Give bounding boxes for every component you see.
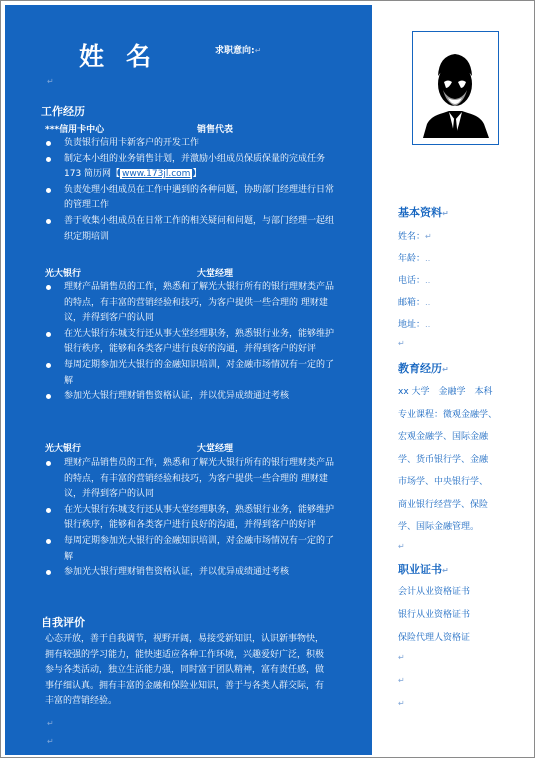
list-item: 在光大银行东城支行还从事大堂经理职务，熟悉银行业务，能够维护银行秩序，能够和各类客户进行良好的沟通，并得到客户的好评 (45, 327, 337, 358)
website-link[interactable]: www.173jl.com (122, 169, 191, 180)
role-1: 销售代表 (197, 125, 234, 135)
work-title: 工作经历 (41, 105, 85, 118)
education-line: 商业银行经营学、保险 (398, 499, 489, 510)
education-lines (398, 381, 530, 539)
education-title: 教育经历↵ (398, 362, 449, 375)
portrait-photo (412, 31, 499, 145)
list-item: 善于收集小组成员在日常工作的相关疑问和问题，与部门经理一起组织定期培训 (45, 214, 337, 245)
certs-title: 职业证书↵ (398, 563, 449, 576)
address-label: 地址：‥ (398, 320, 431, 330)
list-item: 参加光大银行理财销售资格认证，并以优异成绩通过考核 (45, 389, 337, 405)
name-label: 姓名：↵ (398, 232, 432, 242)
list-item: 负责银行信用卡新客户的开发工作 (45, 136, 337, 152)
list-item: 在光大银行东城支行还从事大堂经理职务，熟悉银行业务，能够维护银行秩序，能够和各类客户进行良好的沟通，并得到客户的好评 (45, 503, 337, 534)
candidate-name: 姓名 (79, 42, 174, 71)
list-item: 参加光大银行理财销售资格认证，并以优异成绩通过考核 (45, 565, 337, 581)
list-item: 每周定期参加光大银行的金融知识培训，对金融市场情况有一定的了解 (45, 358, 337, 389)
company-3: 光大银行 大堂经理 (45, 441, 81, 454)
job-2-list (45, 280, 337, 405)
education-line: 学、货币银行学、金融 (398, 454, 489, 465)
job-3-list (45, 456, 337, 581)
job-intention-label: 求职意向:↵ (215, 46, 262, 56)
cert-item: 保险代理人资格证 (398, 633, 471, 643)
role-3: 大堂经理 (197, 444, 234, 454)
resume-page: 姓名 求职意向:↵ ↵ 工作经历 ***信用卡中心 销售代表 负责银行信用卡新客户的开发工作 制定本小组的业务销售计划，并激励小组成员保质保量的完成任务 173 简历网【 www.173jl.com 】 负责处理小组成员在工作中遇到的各种问题，协助部门经理进行日常的管理工作 善于收集小组成员在日常工作的相关疑问和问题，与部门经理一起组织定期培训 光大银行 大堂经理 理财产品销售员的工作，熟悉和了解光大银行所有的银行理财类产品的特点，有丰富的营销经验和技巧，为客户提供一些合理的 理财建议，并得到客户的认同 在光大银行东城支行还从事大堂经理职务，熟悉银行业务，能够维护银行秩序，能够和各类客户进行良好的沟通，并得到客户的好评 每周定期参加光大银行的金融知识培训，对金融市场情况有一定的了解 参加光大银行理财销售资格认证，并以优异成绩通过考核 光大银行 大堂经理 理财产品销售员的工作，熟悉和了解光大银行所有的银行理财类产品的特点，有丰富的营销经验和技巧，为客户提供一些合理的 理财建议，并得到客户的认同 在光大银行东城支行还从事大堂经理职务，熟悉银行业务，能够维护银行秩序，能够和各类客户进行良好的沟通，并得到客户的好评 每周定期参加光大银行的金融知识培训，对金融市场情况有一定的了解 参加光大银行理财销售资格认证，并以优异成绩通过考核 自我评价 心态开放，善于自我调节，视野开阔，易接受新知识，认识新事物快，拥有较强的学习能力，能快速适应各种工作环境，兴趣爱好广泛，积极参与各类活动，独立生活能力强，同时富于团队精神，富有责任感，做事仔细认真。拥有丰富的金融和保险业知识，善于与各类人群交际，有丰富的营销经验。 ↵ ↵ 基本资料↵ 姓名：↵ 年龄：‥ 电话：‥ 邮箱：‥ 地址：‥ ↵ 教育经历↵ xx 大学 金融学 本科 专业课程：微观金融学、 宏观金融学、国际金融 学、货币银行学、金融 市场学、中央银行学、 商业银行经营学、保险 学、国际金融管理。 ↵ 职业证书↵ 会计从业资格证书 银行从业资格证书 保险代理人资格证 ↵ ↵ ↵ (0, 0, 535, 758)
education-line: 专业课程：微观金融学、 (398, 409, 498, 420)
job-1-list (45, 136, 337, 245)
education-line: 宏观金融学、国际金融 (398, 432, 489, 442)
age-label: 年龄：‥ (398, 254, 431, 264)
role-2: 大堂经理 (197, 269, 234, 279)
list-item: 每周定期参加光大银行的金融知识培训，对金融市场情况有一定的了解 (45, 534, 337, 565)
cert-item: 会计从业资格证书 (398, 587, 471, 597)
email-label: 邮箱：‥ (398, 298, 431, 308)
evaluation-title: 自我评价 (41, 616, 85, 629)
list-item: 负责处理小组成员在工作中遇到的各种问题，协助部门经理进行日常的管理工作 (45, 183, 337, 214)
list-item: 理财产品销售员的工作，熟悉和了解光大银行所有的银行理财类产品的特点，有丰富的营销经验和技巧，为客户提供一些合理的 理财建议，并得到客户的认同 (45, 456, 337, 503)
education-line: 市场学、中央银行学、 (398, 477, 489, 487)
education-line: xx 大学 金融学 本科 (398, 387, 493, 397)
company-1: ***信用卡中心 销售代表 (45, 122, 104, 135)
list-item: 理财产品销售员的工作，熟悉和了解光大银行所有的银行理财类产品的特点，有丰富的营销经验和技巧，为客户提供一些合理的 理财建议，并得到客户的认同 (45, 280, 337, 327)
company-2: 光大银行 大堂经理 (45, 266, 81, 279)
portrait-icon (413, 32, 498, 144)
education-line: 学、国际金融管理。 (398, 522, 480, 532)
list-item: 制定本小组的业务销售计划，并激励小组成员保质保量的完成任务 173 简历网【 www.173jl.com 】 (45, 152, 337, 183)
basic-title: 基本资料↵ (398, 206, 449, 219)
evaluation-text: 心态开放，善于自我调节，视野开阔，易接受新知识，认识新事物快，拥有较强的学习能力，能快速适应各种工作环境，兴趣爱好广泛，积极参与各类活动，独立生活能力强，同时富于团队精神，富有责任感，做事仔细认真。拥有丰富的金融和保险业知识，善于与各类人群交际，有丰富的营销经验。 (45, 634, 325, 707)
cert-item: 银行从业资格证书 (398, 610, 471, 620)
phone-label: 电话：‥ (398, 276, 431, 286)
